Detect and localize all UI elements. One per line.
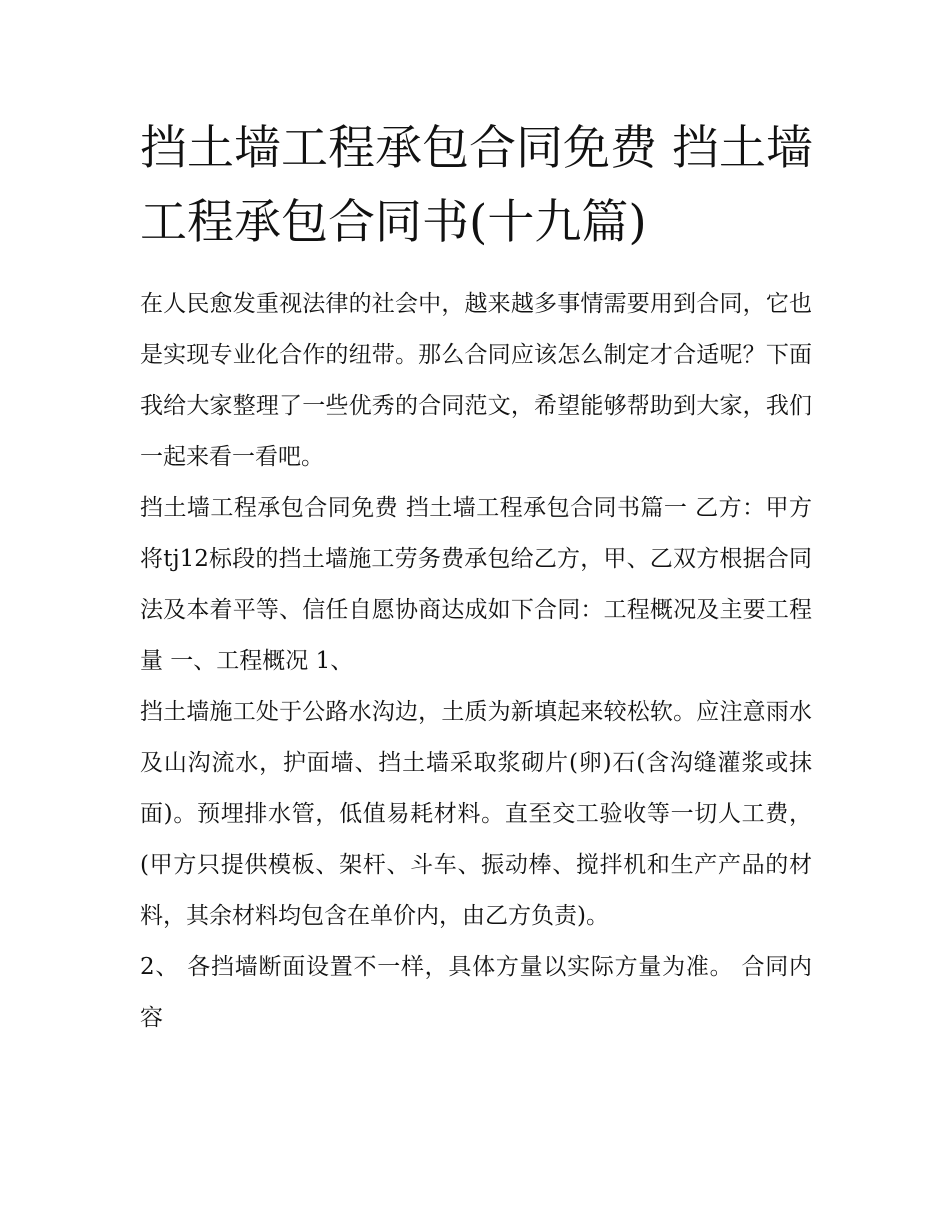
paragraph-contract-part-1: 挡土墙工程承包合同免费 挡土墙工程承包合同书篇一 乙方：甲方将tj12标段的挡土墙施工劳务费承包给乙方，甲、乙双方根据合同法及本着平等、信任自愿协商达成如下合同：工程概况及主要工程量 一、工程概况 1、 — [140, 495, 812, 674]
document-title: 挡土墙工程承包合同免费 挡土墙工程承包合同书(十九篇) — [140, 121, 813, 250]
paragraph-intro: 在人民愈发重视法律的社会中，越来越多事情需要用到合同，它也是实现专业化合作的纽带。那么合同应该怎么制定才合适呢？下面我给大家整理了一些优秀的合同范文，希望能够帮助到大家，我们一起来看一看吧。 — [140, 291, 812, 470]
paragraph-item-2: 2、 各挡墙断面设置不一样，具体方量以实际方量为准。 合同内容 — [140, 954, 812, 1031]
document-body — [140, 279, 812, 1044]
paragraph-construction-details: 挡土墙施工处于公路水沟边，土质为新填起来较松软。应注意雨水及山沟流水，护面墙、挡土墙采取浆砌片(卵)石(含沟缝灌浆或抹面)。预埋排水管，低值易耗材料。直至交工验收等一切人工费，(甲方只提供模板、架杆、斗车、振动棒、搅拌机和生产产品的材料，其余材料均包含在单价内，由乙方负责)。 — [140, 699, 812, 929]
